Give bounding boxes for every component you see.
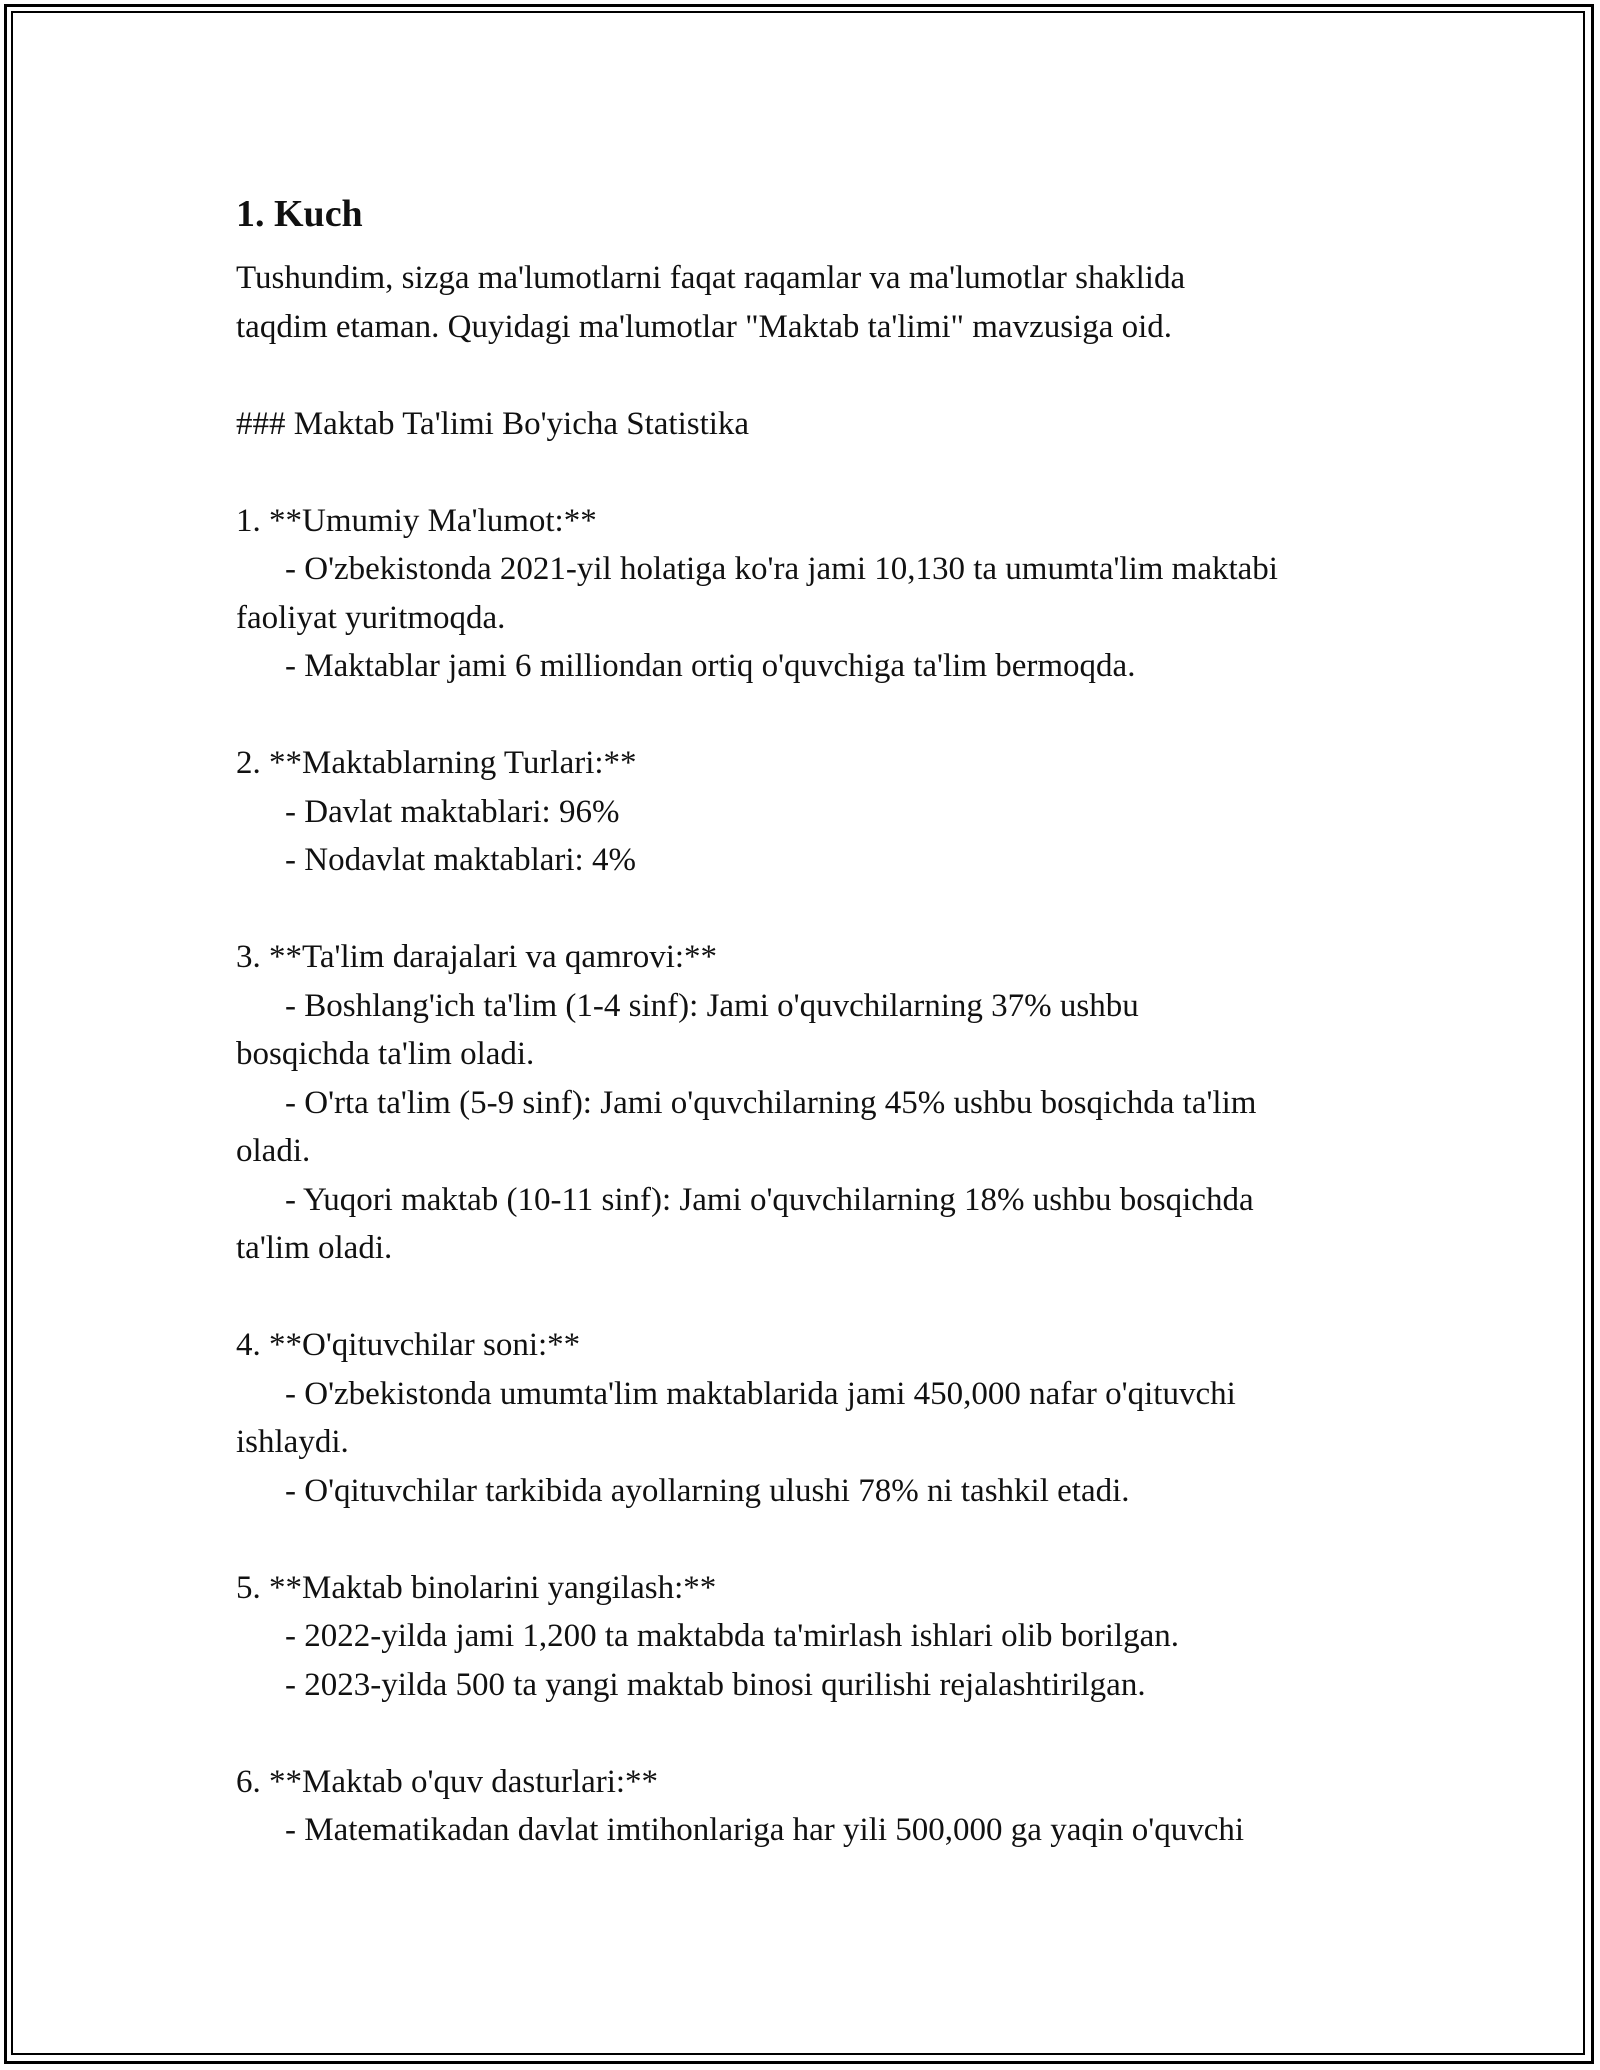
document-title: 1. Kuch [236, 193, 363, 235]
bullet-line: - Maktablar jami 6 milliondan ortiq o'quvchiga ta'lim bermoqda. [285, 648, 1136, 684]
bullet-line: - O'rta ta'lim (5-9 sinf): Jami o'quvchilarning 45% ushbu bosqichda ta'lim [285, 1084, 1257, 1121]
bullet-line: - Nodavlat maktablari: 4% [285, 842, 636, 878]
list-item-heading: 5. **Maktab binolarini yangilash:** [236, 1569, 717, 1606]
list-item-heading: 6. **Maktab o'quv dasturlari:** [236, 1763, 659, 1800]
spacer [236, 351, 1386, 400]
continuation-line: ishlaydi. [236, 1424, 349, 1460]
bullet-line: - O'zbekistonda 2021-yil holatiga ko'ra jami 10,130 ta umumta'lim maktabi [285, 551, 1278, 587]
spacer [236, 1273, 1386, 1322]
list-item-heading: 4. **O'qituvchilar soni:** [236, 1327, 581, 1363]
section-heading: ### Maktab Ta'limi Bo'yicha Statistika [236, 405, 750, 442]
document-body [236, 186, 1386, 1855]
intro-line: taqdim etaman. Quyidagi ma'lumotlar "Maktab ta'limi" mavzusiga oid. [236, 308, 1173, 345]
intro-line: Tushundim, sizga ma'lumotlarni faqat raqamlar va ma'lumotlar shaklida [236, 260, 1186, 296]
bullet-line: - Davlat maktablari: 96% [285, 793, 620, 830]
spacer [236, 1709, 1386, 1758]
bullet-line: - O'qituvchilar tarkibida ayollarning ulushi 78% ni tashkil etadi. [285, 1472, 1130, 1509]
bullet-line: - O'zbekistonda umumta'lim maktablarida jami 450,000 nafar o'qituvchi [285, 1375, 1236, 1412]
list-item-heading: 1. **Umumiy Ma'lumot:** [236, 502, 597, 539]
continuation-line: oladi. [236, 1133, 311, 1169]
bullet-line: - 2022-yilda jami 1,200 ta maktabda ta'mirlash ishlari olib borilgan. [285, 1618, 1179, 1654]
bullet-line: - 2023-yilda 500 ta yangi maktab binosi qurilishi rejalashtirilgan. [285, 1666, 1146, 1703]
spacer [236, 691, 1386, 740]
sections-container [236, 448, 1386, 1855]
continuation-line: ta'lim oladi. [236, 1230, 393, 1266]
list-item-heading: 3. **Ta'lim darajalari va qamrovi:** [236, 939, 718, 975]
bullet-line: - Yuqori maktab (10-11 sinf): Jami o'quvchilarning 18% ushbu bosqichda [285, 1181, 1254, 1218]
bullet-line: - Boshlang'ich ta'lim (1-4 sinf): Jami o'quvchilarning 37% ushbu [285, 987, 1139, 1024]
spacer [236, 885, 1386, 934]
spacer [236, 448, 1386, 497]
spacer [236, 1515, 1386, 1564]
list-item-heading: 2. **Maktablarning Turlari:** [236, 745, 637, 781]
continuation-line: bosqichda ta'lim oladi. [236, 1036, 535, 1072]
bullet-line: - Matematikadan davlat imtihonlariga har yili 500,000 ga yaqin o'quvchi [285, 1812, 1245, 1848]
continuation-line: faoliyat yuritmoqda. [236, 599, 506, 636]
